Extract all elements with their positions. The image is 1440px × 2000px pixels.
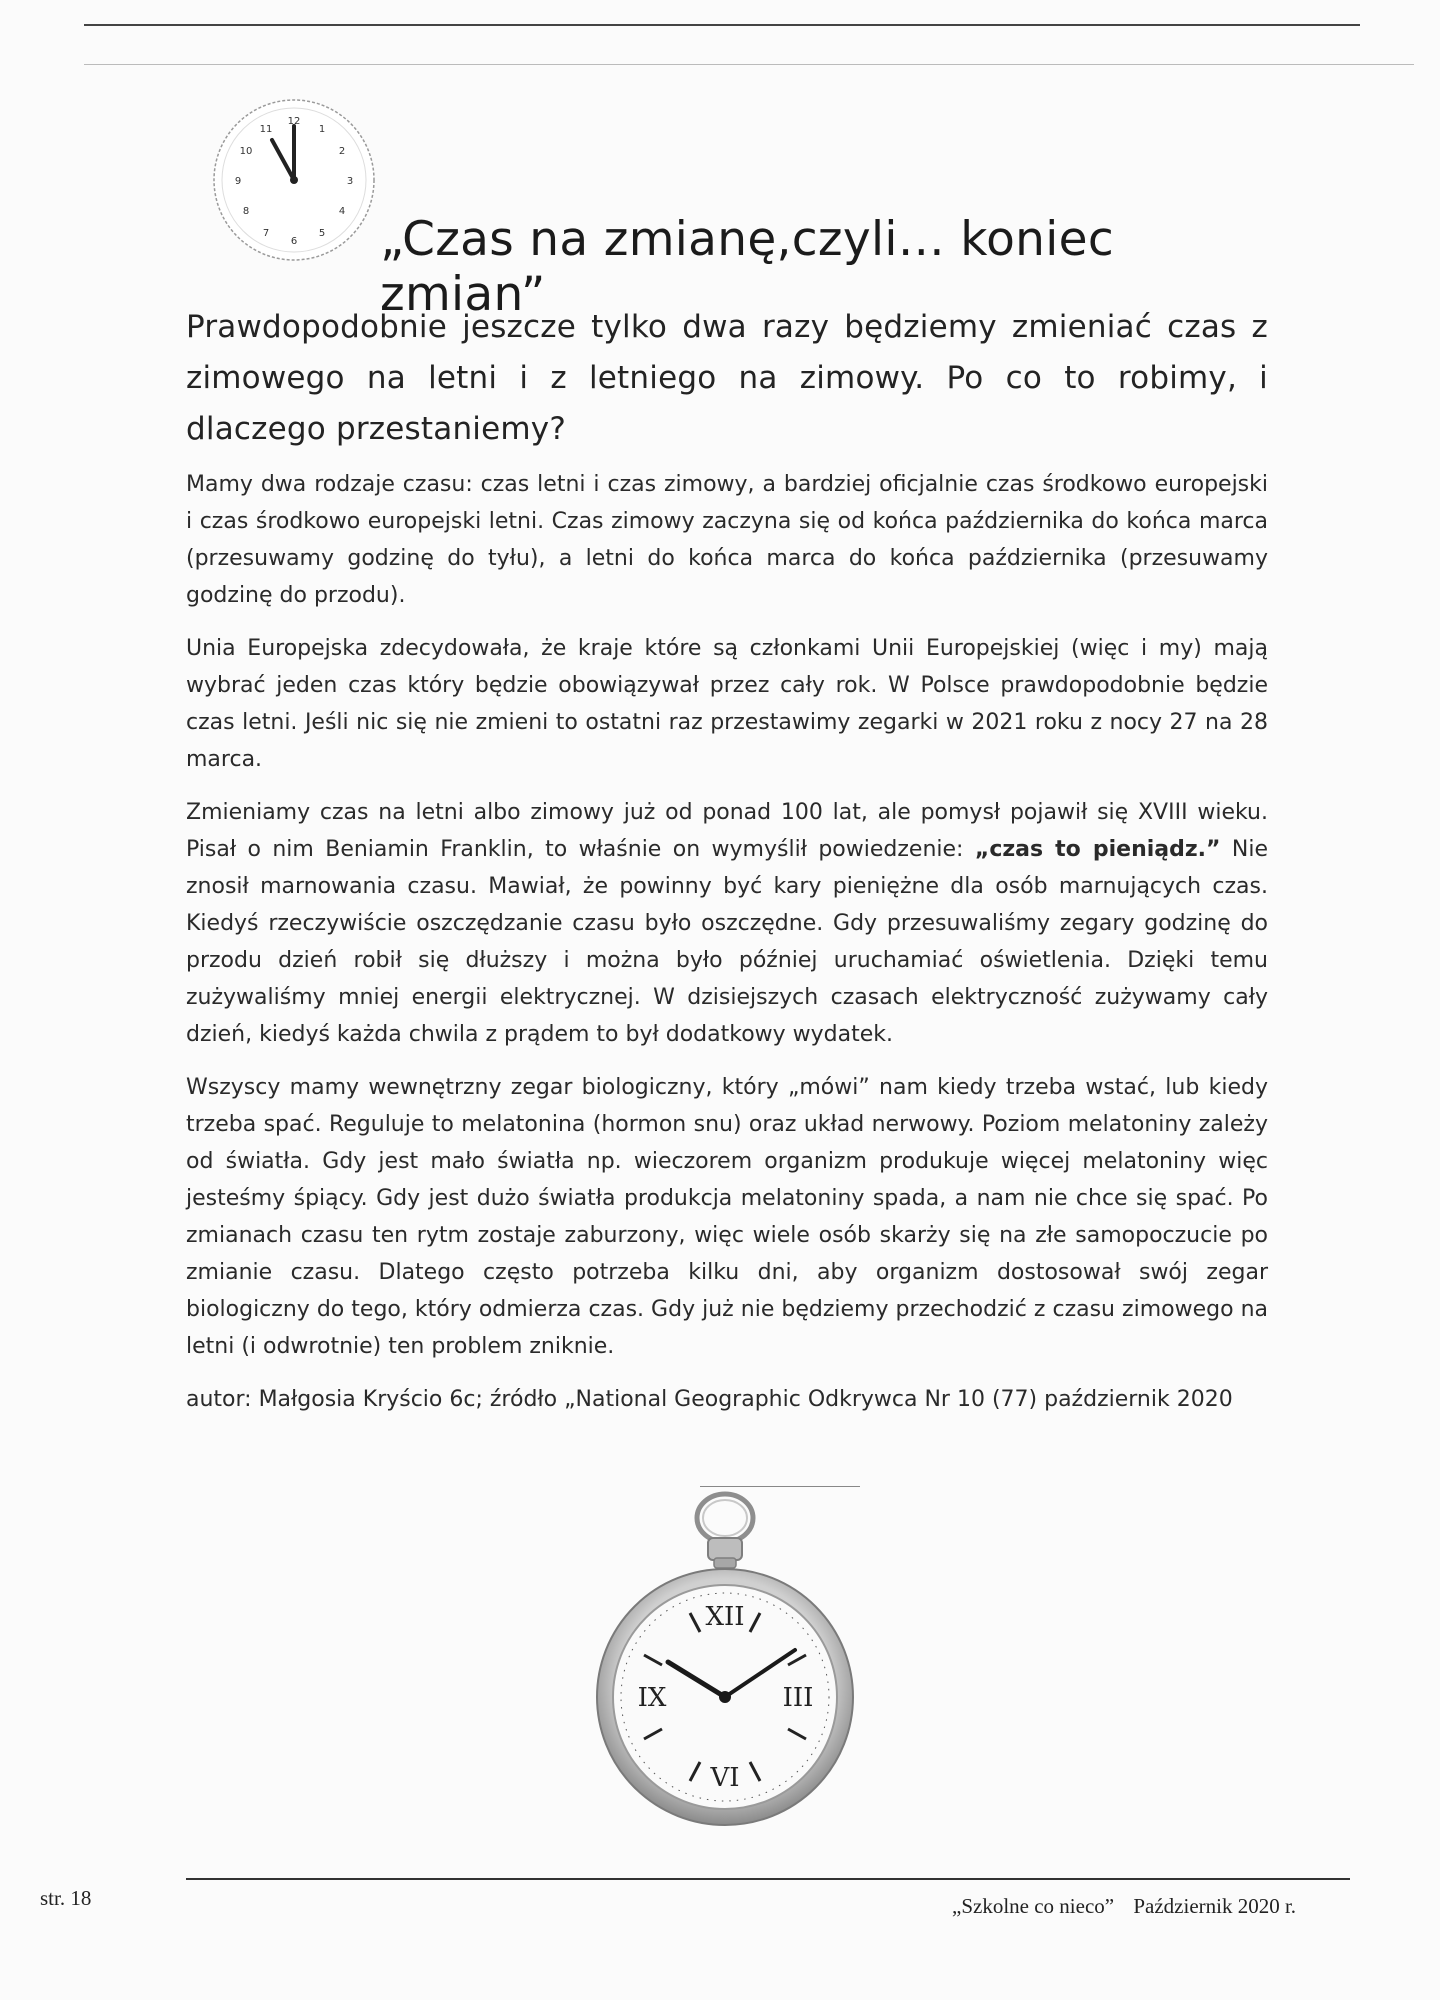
- magazine-title: „Szkolne co nieco”: [952, 1894, 1115, 1918]
- footer-publication: [952, 1894, 1310, 1919]
- pocket-watch-icon: [590, 1490, 860, 1830]
- paragraph: Unia Europejska zdecydowała, że kraje które są członkami Unii Europejskiej (więc i my) mają wybrać jeden czas który będzie obowiązywał przez cały rok. W Polsce prawdopodobnie będzie czas letni. Jeśli nic się nie zmieni to ostatni raz przestawimy zegarki w 2021 roku z nocy 27 na 28 marca.: [186, 636, 1268, 772]
- paragraph: [186, 794, 1268, 1053]
- clock-numeral: 2: [338, 146, 346, 157]
- header-rule-thin: [84, 64, 1414, 65]
- clock-numeral: 8: [242, 206, 250, 217]
- paragraph: Wszyscy mamy wewnętrzny zegar biologiczny, który „mówi” nam kiedy trzeba wstać, lub kiedy trzeba spać. Reguluje to melatonina (hormon snu) oraz układ nerwowy. Poziom melatoniny zależy od światła. Gdy jest mało światła np. wieczorem organizm produkuje więcej melatoniny więc jesteśmy śpiący. Gdy jest dużo światła produkcja melatoniny spada, a nam nie chce się spać. Po zmianach czasu ten rytm zostaje zaburzony, więc wiele osób skarży się na złe samopoczucie po zmianie czasu. Dlatego często potrzeba kilku dni, aby organizm dostosował swój zegar biologiczny do tego, który odmierza czas. Gdy już nie będziemy przechodzić z czasu zimowego na letni (i odwrotnie) ten problem zniknie.: [186, 1075, 1268, 1359]
- author-credit: autor: Małgosia Kryścio 6c; źródło „National Geographic Odkrywca Nr 10 (77) październik 2020: [186, 1387, 1233, 1412]
- clock-numeral: 3: [346, 176, 354, 187]
- watch-numeral: III: [782, 1683, 814, 1713]
- watch-numeral: XII: [705, 1602, 745, 1632]
- clock-numeral: 12: [287, 116, 301, 127]
- header-rule: [84, 24, 1360, 26]
- clock-numeral: 11: [259, 124, 273, 135]
- issue-date: Październik 2020 r.: [1133, 1894, 1297, 1918]
- watch-numeral: VI: [710, 1763, 740, 1793]
- clock-numeral: 6: [290, 236, 298, 247]
- clock-numeral: 1: [318, 124, 326, 135]
- article-title: „Czas na zmianę,czyli… koniec zmian”: [380, 212, 1114, 322]
- quote-emphasis: „czas to pieniądz.”: [974, 837, 1221, 862]
- article-body: [186, 466, 1268, 1434]
- watch-numeral: IX: [637, 1683, 667, 1713]
- separator-line: [700, 1486, 860, 1487]
- footer-rule: [186, 1878, 1350, 1880]
- clock-numeral: 7: [262, 228, 270, 239]
- paragraph: Mamy dwa rodzaje czasu: czas letni i czas zimowy, a bardziej oficjalnie czas środkowo europejski i czas środkowo europejski letni. Czas zimowy zaczyna się od końca października do końca marca (przesuwamy godzinę do tyłu), a letni do końca marca do końca października (przesuwamy godzinę do przodu).: [186, 472, 1268, 608]
- clock-numeral: 10: [239, 146, 253, 157]
- article-lead: Prawdopodobnie jeszcze tylko dwa razy będziemy zmieniać czas z zimowego na letni i z letniego na zimowy. Po co to robimy, i dlaczego przestaniemy?: [186, 309, 1268, 447]
- clock-numeral: 5: [318, 228, 326, 239]
- clock-numeral: 9: [234, 176, 242, 187]
- clock-numeral: 4: [338, 206, 346, 217]
- paragraph-text: Zmieniamy czas na letni albo zimowy już od ponad 100 lat, ale pomysł pojawił się XVIII wieku. Pisał o nim Beniamin Franklin, to właśnie on wymyślił powiedzenie:: [186, 800, 1268, 862]
- wall-clock-icon: [210, 96, 378, 264]
- page-number: str. 18: [40, 1886, 92, 1910]
- paragraph-text: Nie znosił marnowania czasu. Mawiał, że powinny być kary pieniężne dla osób marnujących czas. Kiedyś rzeczywiście oszczędzanie czasu było oszczędne. Gdy przesuwaliśmy zegary godzinę do przodu dzień robił się dłuższy i można było później uruchamiać oświetlenia. Dzięki temu zużywaliśmy mniej energii elektrycznej. W dzisiejszych czasach elektryczność zużywamy cały dzień, kiedyś każda chwila z prądem to był dodatkowy wydatek.: [186, 837, 1268, 1047]
